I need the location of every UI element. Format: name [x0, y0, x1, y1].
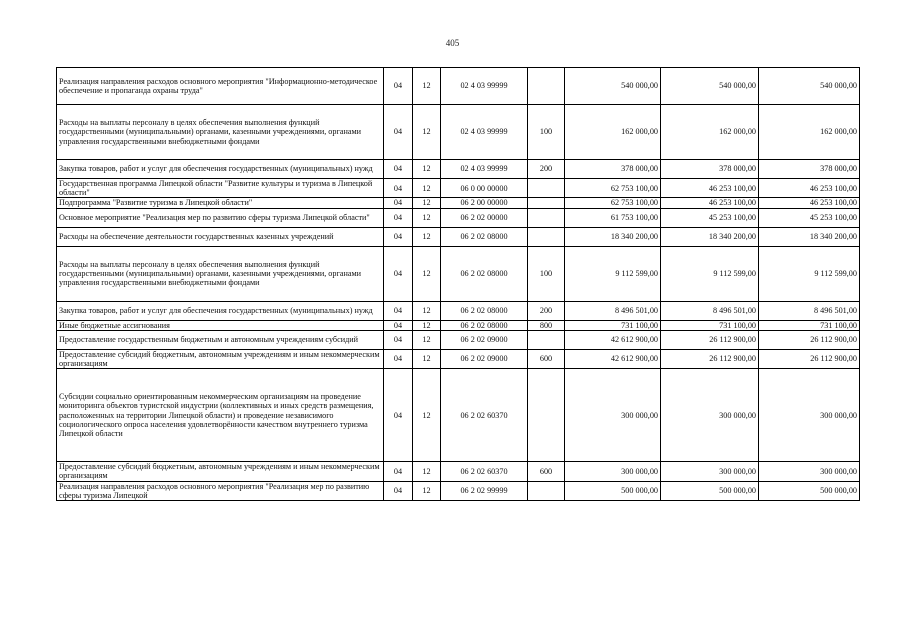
expense-type-cell	[528, 481, 565, 500]
expense-type-cell: 100	[528, 246, 565, 301]
expense-type-cell	[528, 330, 565, 349]
subsection-cell: 12	[413, 105, 441, 160]
section-cell: 04	[384, 301, 413, 320]
amount-year3-cell: 540 000,00	[759, 68, 860, 105]
name-cell: Закупка товаров, работ и услуг для обеспечения государственных (муниципальных) нужд	[57, 301, 384, 320]
amount-year1-cell: 62 753 100,00	[565, 179, 661, 198]
section-cell: 04	[384, 227, 413, 246]
amount-year2-cell: 540 000,00	[661, 68, 759, 105]
subsection-cell: 12	[413, 198, 441, 208]
amount-year2-cell: 300 000,00	[661, 462, 759, 481]
target-article-cell: 06 2 02 60370	[441, 462, 528, 481]
amount-year2-cell: 731 100,00	[661, 320, 759, 330]
expense-type-cell: 200	[528, 301, 565, 320]
subsection-cell: 12	[413, 227, 441, 246]
amount-year2-cell: 26 112 900,00	[661, 330, 759, 349]
amount-year2-cell: 46 253 100,00	[661, 198, 759, 208]
name-cell: Предоставление государственным бюджетным и автономным учреждениям субсидий	[57, 330, 384, 349]
target-article-cell: 02 4 03 99999	[441, 68, 528, 105]
table-row	[57, 208, 860, 227]
expense-type-cell	[528, 198, 565, 208]
name-cell: Расходы на выплаты персоналу в целях обеспечения выполнения функций государственными (муниципальными) органами, казенными учреждениями, органами управления государственными внебюджетными фондами	[57, 246, 384, 301]
table-row	[57, 105, 860, 160]
amount-year3-cell: 26 112 900,00	[759, 349, 860, 368]
target-article-cell: 06 2 02 09000	[441, 330, 528, 349]
amount-year1-cell: 540 000,00	[565, 68, 661, 105]
table-row	[57, 179, 860, 198]
expense-type-cell	[528, 227, 565, 246]
section-cell: 04	[384, 462, 413, 481]
amount-year2-cell: 162 000,00	[661, 105, 759, 160]
subsection-cell: 12	[413, 369, 441, 462]
amount-year1-cell: 162 000,00	[565, 105, 661, 160]
section-cell: 04	[384, 349, 413, 368]
table-row	[57, 160, 860, 179]
name-cell: Предоставление субсидий бюджетным, автономным учреждениям и иным некоммерческим организациям	[57, 349, 384, 368]
subsection-cell: 12	[413, 179, 441, 198]
amount-year1-cell: 378 000,00	[565, 160, 661, 179]
amount-year1-cell: 42 612 900,00	[565, 330, 661, 349]
name-cell: Закупка товаров, работ и услуг для обеспечения государственных (муниципальных) нужд	[57, 160, 384, 179]
amount-year1-cell: 62 753 100,00	[565, 198, 661, 208]
amount-year3-cell: 46 253 100,00	[759, 198, 860, 208]
amount-year2-cell: 378 000,00	[661, 160, 759, 179]
amount-year3-cell: 46 253 100,00	[759, 179, 860, 198]
amount-year3-cell: 45 253 100,00	[759, 208, 860, 227]
table-row	[57, 68, 860, 105]
table-row	[57, 330, 860, 349]
section-cell: 04	[384, 198, 413, 208]
section-cell: 04	[384, 369, 413, 462]
expense-type-cell: 800	[528, 320, 565, 330]
amount-year2-cell: 45 253 100,00	[661, 208, 759, 227]
table-row	[57, 481, 860, 500]
target-article-cell: 06 2 00 00000	[441, 198, 528, 208]
target-article-cell: 06 0 00 00000	[441, 179, 528, 198]
target-article-cell: 06 2 02 08000	[441, 246, 528, 301]
expense-type-cell: 600	[528, 462, 565, 481]
amount-year2-cell: 8 496 501,00	[661, 301, 759, 320]
amount-year3-cell: 300 000,00	[759, 462, 860, 481]
section-cell: 04	[384, 208, 413, 227]
target-article-cell: 06 2 02 60370	[441, 369, 528, 462]
amount-year1-cell: 9 112 599,00	[565, 246, 661, 301]
amount-year2-cell: 500 000,00	[661, 481, 759, 500]
amount-year3-cell: 378 000,00	[759, 160, 860, 179]
subsection-cell: 12	[413, 462, 441, 481]
amount-year3-cell: 500 000,00	[759, 481, 860, 500]
amount-year2-cell: 18 340 200,00	[661, 227, 759, 246]
budget-table	[56, 67, 860, 501]
section-cell: 04	[384, 246, 413, 301]
amount-year3-cell: 300 000,00	[759, 369, 860, 462]
amount-year3-cell: 18 340 200,00	[759, 227, 860, 246]
name-cell: Основное мероприятие "Реализация мер по развитию сферы туризма Липецкой области"	[57, 208, 384, 227]
name-cell: Расходы на выплаты персоналу в целях обеспечения выполнения функций государственными (муниципальными) органами, казенными учреждениями, органами управления государственными внебюджетными фондами	[57, 105, 384, 160]
table-row	[57, 320, 860, 330]
name-cell: Субсидии социально ориентированным некоммерческим организациям на проведение мониторинга объектов туристской индустрии (коллективных и иных средств размещения, расположенных на территории Липецкой области) и проведение независимого социологического опроса населения удовлетворённости качеством внутреннего туризма Липецкой области	[57, 369, 384, 462]
subsection-cell: 12	[413, 160, 441, 179]
amount-year2-cell: 9 112 599,00	[661, 246, 759, 301]
name-cell: Подпрограмма "Развитие туризма в Липецкой области"	[57, 198, 384, 208]
target-article-cell: 02 4 03 99999	[441, 105, 528, 160]
table-body	[57, 68, 860, 501]
page-number: 405	[445, 38, 460, 48]
subsection-cell: 12	[413, 68, 441, 105]
table-row	[57, 462, 860, 481]
amount-year1-cell: 42 612 900,00	[565, 349, 661, 368]
amount-year2-cell: 300 000,00	[661, 369, 759, 462]
section-cell: 04	[384, 68, 413, 105]
amount-year1-cell: 731 100,00	[565, 320, 661, 330]
target-article-cell: 02 4 03 99999	[441, 160, 528, 179]
amount-year1-cell: 18 340 200,00	[565, 227, 661, 246]
subsection-cell: 12	[413, 301, 441, 320]
amount-year3-cell: 9 112 599,00	[759, 246, 860, 301]
name-cell: Расходы на обеспечение деятельности государственных казенных учреждений	[57, 227, 384, 246]
section-cell: 04	[384, 481, 413, 500]
amount-year3-cell: 162 000,00	[759, 105, 860, 160]
amount-year3-cell: 8 496 501,00	[759, 301, 860, 320]
target-article-cell: 06 2 02 08000	[441, 301, 528, 320]
expense-type-cell	[528, 68, 565, 105]
expense-type-cell: 100	[528, 105, 565, 160]
amount-year1-cell: 300 000,00	[565, 369, 661, 462]
table-row	[57, 227, 860, 246]
expense-type-cell	[528, 208, 565, 227]
section-cell: 04	[384, 330, 413, 349]
expense-type-cell: 600	[528, 349, 565, 368]
subsection-cell: 12	[413, 320, 441, 330]
expense-type-cell	[528, 179, 565, 198]
target-article-cell: 06 2 02 08000	[441, 320, 528, 330]
table-row	[57, 301, 860, 320]
amount-year1-cell: 8 496 501,00	[565, 301, 661, 320]
target-article-cell: 06 2 02 99999	[441, 481, 528, 500]
subsection-cell: 12	[413, 208, 441, 227]
subsection-cell: 12	[413, 246, 441, 301]
name-cell: Реализация направления расходов основного мероприятия "Информационно-методическое обеспечение и пропаганда охраны труда"	[57, 68, 384, 105]
name-cell: Предоставление субсидий бюджетным, автономным учреждениям и иным некоммерческим организациям	[57, 462, 384, 481]
section-cell: 04	[384, 179, 413, 198]
amount-year1-cell: 500 000,00	[565, 481, 661, 500]
expense-type-cell: 200	[528, 160, 565, 179]
name-cell: Реализация направления расходов основного мероприятия "Реализация мер по развитию сферы туризма Липецкой	[57, 481, 384, 500]
section-cell: 04	[384, 320, 413, 330]
table-row	[57, 349, 860, 368]
amount-year1-cell: 61 753 100,00	[565, 208, 661, 227]
expense-type-cell	[528, 369, 565, 462]
table-row	[57, 246, 860, 301]
amount-year2-cell: 46 253 100,00	[661, 179, 759, 198]
target-article-cell: 06 2 02 08000	[441, 227, 528, 246]
table-row	[57, 369, 860, 462]
target-article-cell: 06 2 02 00000	[441, 208, 528, 227]
table-row	[57, 198, 860, 208]
name-cell: Иные бюджетные ассигнования	[57, 320, 384, 330]
name-cell: Государственная программа Липецкой области "Развитие культуры и туризма в Липецкой области"	[57, 179, 384, 198]
amount-year2-cell: 26 112 900,00	[661, 349, 759, 368]
target-article-cell: 06 2 02 09000	[441, 349, 528, 368]
subsection-cell: 12	[413, 349, 441, 368]
section-cell: 04	[384, 105, 413, 160]
amount-year1-cell: 300 000,00	[565, 462, 661, 481]
amount-year3-cell: 26 112 900,00	[759, 330, 860, 349]
amount-year3-cell: 731 100,00	[759, 320, 860, 330]
subsection-cell: 12	[413, 481, 441, 500]
subsection-cell: 12	[413, 330, 441, 349]
section-cell: 04	[384, 160, 413, 179]
